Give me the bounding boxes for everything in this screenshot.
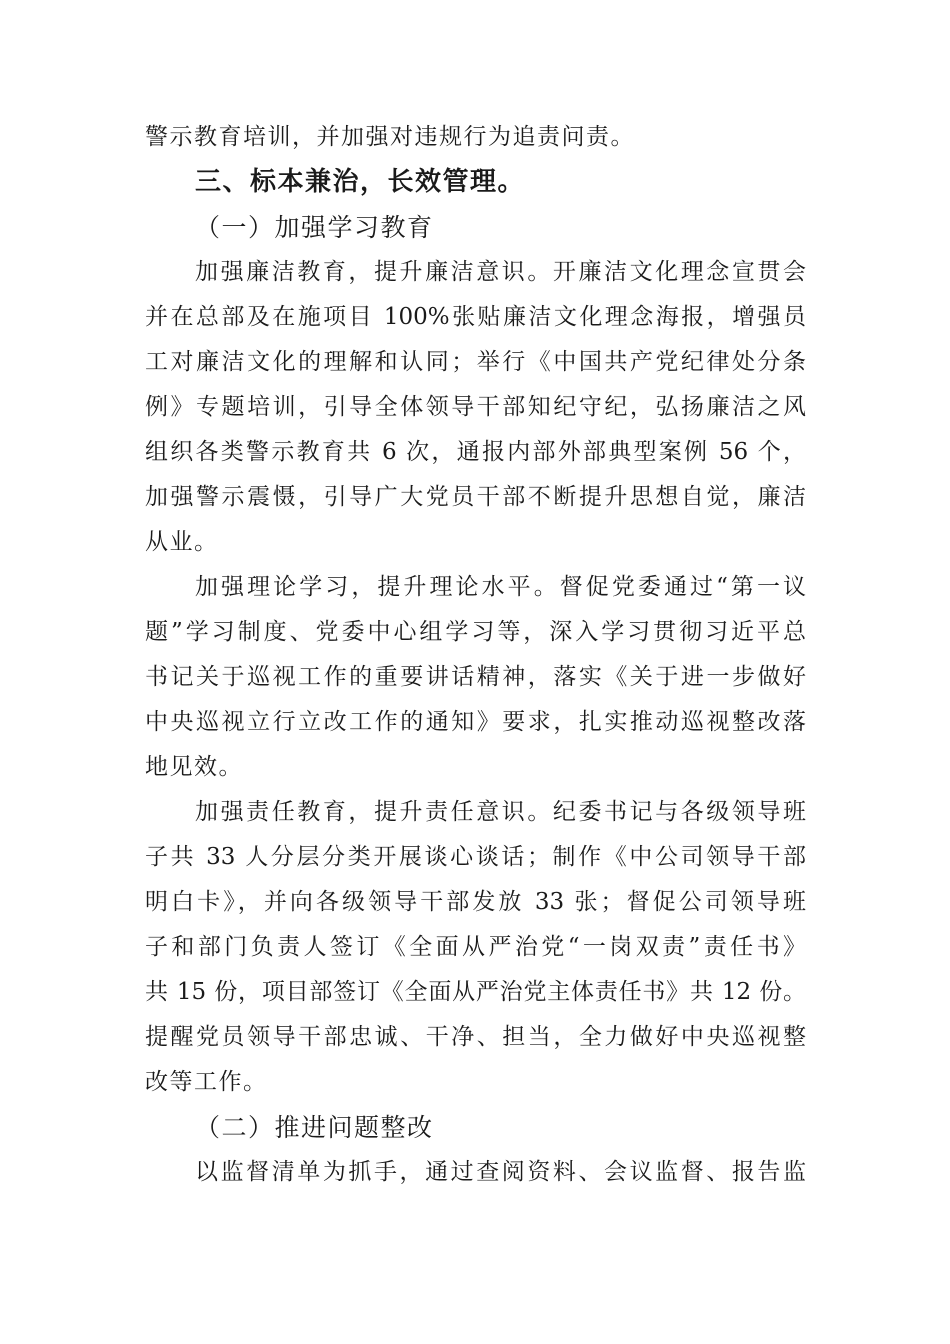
section-heading: 三、标本兼治，长效管理。 (195, 167, 526, 197)
paragraph-line: 题”学习制度、党委中心组学习等，深入学习贯彻习近平总 (145, 619, 806, 645)
paragraph-line: 从业。 (145, 529, 219, 555)
paragraph-line: 中央巡视立行立改工作的通知》要求，扎实推动巡视整改落 (145, 709, 806, 735)
paragraph-line: 加强廉洁教育，提升廉洁意识。开廉洁文化理念宣贯会 (195, 259, 806, 285)
paragraph-line: 地见效。 (145, 754, 243, 780)
paragraph-line: 例》专题培训，引导全体领导干部知纪守纪，弘扬廉洁之风 (145, 394, 806, 420)
paragraph-line: 警示教育培训，并加强对违规行为追责问责。 (145, 124, 635, 150)
subsection-heading: （一）加强学习教育 (195, 213, 434, 242)
document-text-block (145, 115, 806, 1195)
paragraph-line: 并在总部及在施项目 100%张贴廉洁文化理念海报，增强员 (145, 304, 806, 330)
paragraph-line: 子共 33 人分层分类开展谈心谈话；制作《中公司领导干部 (145, 844, 806, 870)
paragraph-line: 组织各类警示教育共 6 次，通报内部外部典型案例 56 个， (145, 439, 806, 465)
paragraph-line: 提醒党员领导干部忠诚、干净、担当，全力做好中央巡视整 (145, 1024, 806, 1050)
paragraph-line: 加强责任教育，提升责任意识。纪委书记与各级领导班 (195, 799, 806, 825)
paragraph-line: 加强理论学习，提升理论水平。督促党委通过“第一议 (195, 574, 806, 600)
paragraph-line: 改等工作。 (145, 1069, 268, 1095)
paragraph-line: 以监督清单为抓手，通过查阅资料、会议监督、报告监 (195, 1159, 806, 1185)
paragraph-line: 明白卡》，并向各级领导干部发放 33 张；督促公司领导班 (145, 889, 806, 915)
paragraph-line: 共 15 份，项目部签订《全面从严治党主体责任书》共 12 份。 (145, 979, 806, 1005)
paragraph-line: 工对廉洁文化的理解和认同；举行《中国共产党纪律处分条 (145, 349, 806, 375)
paragraph-line: 书记关于巡视工作的重要讲话精神，落实《关于进一步做好 (145, 664, 806, 690)
subsection-heading: （二）推进问题整改 (195, 1113, 434, 1142)
paragraph-line: 子和部门负责人签订《全面从严治党“一岗双责”责任书》 (145, 934, 806, 960)
paragraph-line: 加强警示震慑，引导广大党员干部不断提升思想自觉，廉洁 (145, 484, 806, 510)
